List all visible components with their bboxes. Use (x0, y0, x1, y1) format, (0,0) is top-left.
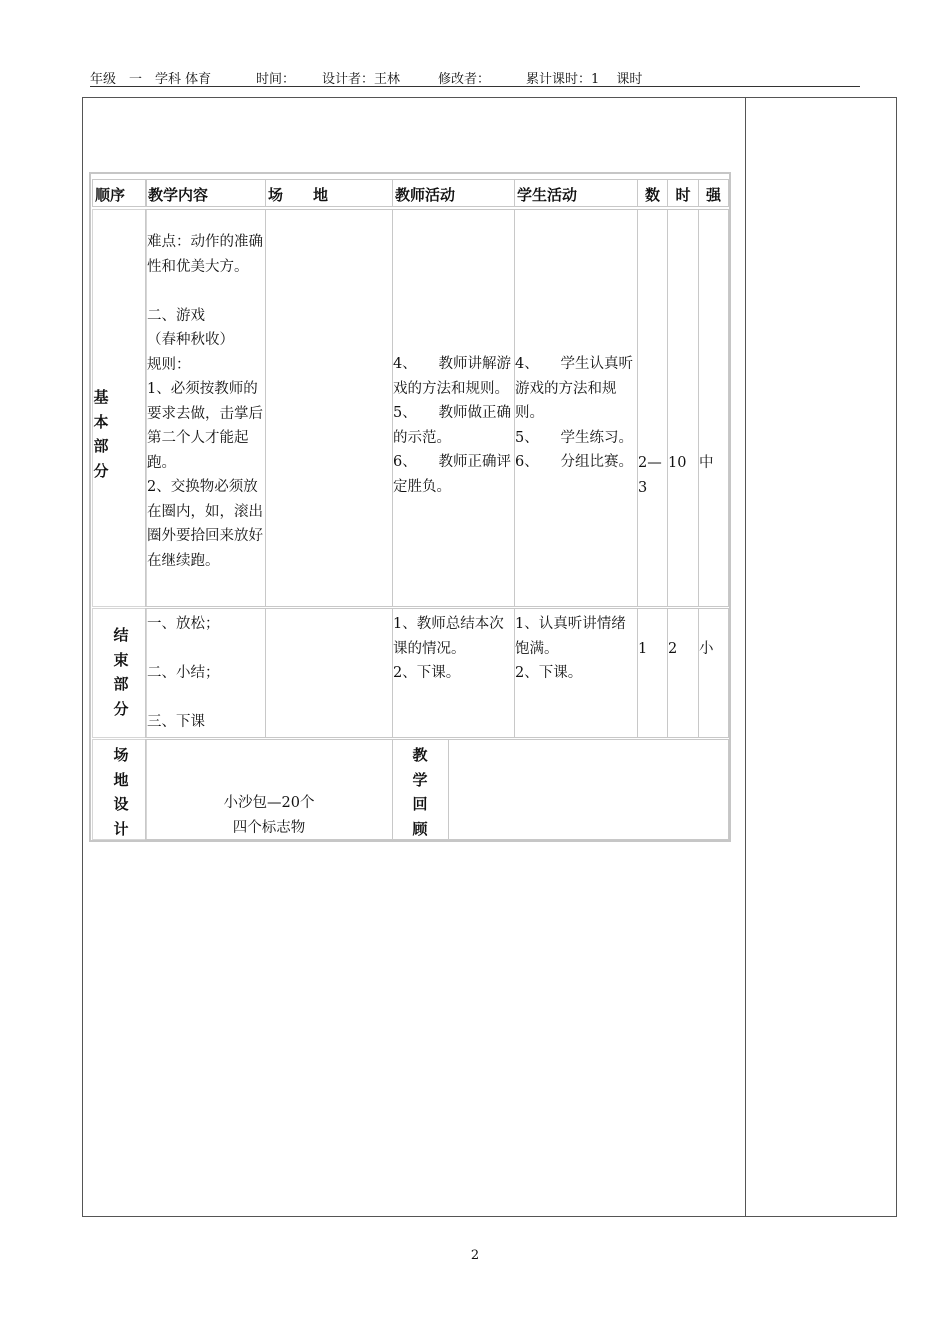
ending-venue (265, 608, 393, 738)
basic-intensity: 中 (698, 209, 729, 607)
venue-design-label: 场 地 设 计 (113, 746, 129, 838)
ending-teacher-activity: 1、教师总结本次课的情况。 2、下课。 (392, 608, 515, 738)
lesson-table (89, 172, 731, 842)
page-header (90, 66, 860, 87)
review-label: 教 学 回 顾 (412, 746, 428, 838)
ending-time: 2 (667, 608, 699, 738)
ending-intensity: 小 (698, 608, 729, 738)
header-content: 教学内容 (145, 179, 266, 207)
basic-venue (265, 209, 393, 607)
basic-teacher-activity: 4、 教师讲解游戏的方法和规则。 5、 教师做正确的示范。 6、 教师正确评定胜负。 (392, 209, 515, 607)
header-student-activity: 学生活动 (514, 179, 638, 207)
header-time: 时 (667, 179, 699, 207)
basic-label-cell (92, 209, 147, 607)
modifier-field: 修改者： (438, 72, 491, 87)
header-count: 数 (637, 179, 668, 207)
ending-count: 1 (637, 608, 668, 738)
time-field: 时间： (256, 72, 296, 87)
page-number: 2 (470, 1248, 480, 1263)
ending-student-activity: 1、认真听讲情绪饱满。 2、下课。 (514, 608, 638, 738)
review-content (448, 739, 729, 840)
ending-content: 一、放松； 二、小结； 三、下课 (145, 608, 266, 738)
basic-time: 10 (667, 209, 699, 607)
frame-divider (745, 98, 746, 1216)
review-label-cell (392, 739, 449, 840)
basic-count: 2—3 (637, 209, 668, 607)
header-intensity: 强 (698, 179, 729, 207)
basic-student-activity: 4、 学生认真听游戏的方法和规则。 5、 学生练习。 6、 分组比赛。 (514, 209, 638, 607)
ending-label-cell (92, 608, 147, 738)
basic-section-label: 基 本 部 分 (93, 388, 109, 480)
venue-design-content: 小沙包—20个 四个标志物 (145, 739, 393, 840)
venue-design-label-cell (92, 739, 147, 840)
basic-content: 难点：动作的准确性和优美大方。 二、游戏 （春种秋收） 规则： 1、必须按教师的要求去做，击掌后第二个人才能起跑。 2、交换物必须放在圈内，如，滚出圈外要拾回来放好在继续跑。 (145, 209, 266, 607)
grade-subject: 年级 一 学科 体育 (90, 72, 212, 87)
header-venue: 场 地 (265, 179, 393, 207)
header-teacher-activity: 教师活动 (392, 179, 515, 207)
cumulative-hours: 累计课时：1 课时 (526, 72, 643, 87)
designer-field: 设计者：王林 (322, 72, 401, 87)
ending-section-label: 结 束 部 分 (113, 626, 129, 718)
header-order: 顺序 (92, 179, 147, 207)
